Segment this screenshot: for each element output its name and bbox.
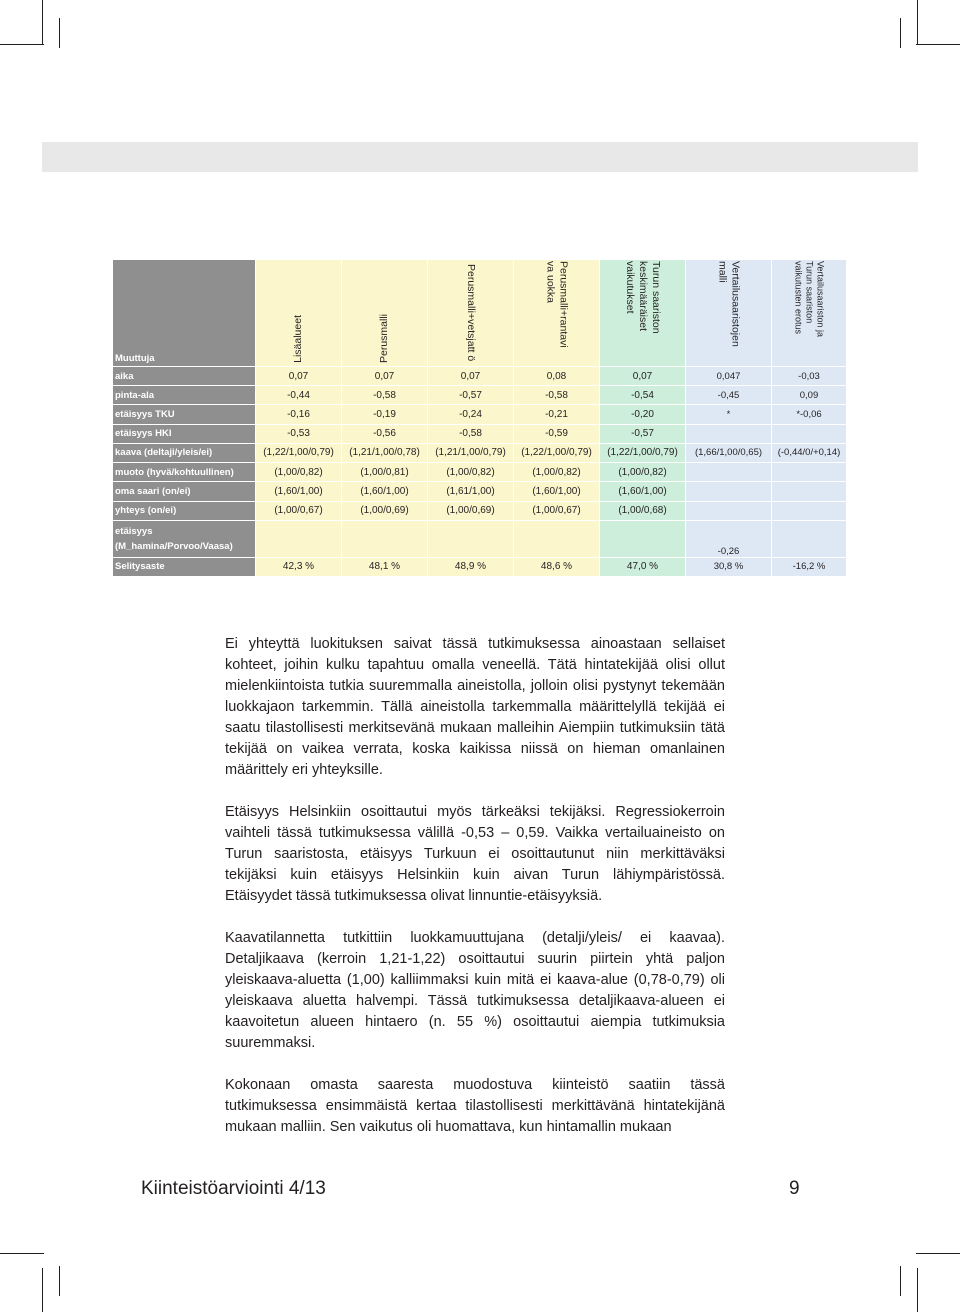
table-cell: (1,60/1,00) bbox=[342, 482, 428, 501]
table-cell bbox=[600, 520, 686, 557]
table-cell bbox=[686, 482, 772, 501]
table-cell: (1,60/1,00) bbox=[514, 482, 600, 501]
table-cell bbox=[686, 463, 772, 482]
paragraph: Kaavatilannetta tutkittiin luokkamuuttujana (detalji/yleis/ ei kaavaa). Detaljikaava (kerroin 1,21-1,22) osoittautui suurin piirtein yhtä paljon yleiskaava-aluetta (1,00) kalliimmaksi kuin mitä ei kaava-alue (0,78-0,79) oli yleiskaava aluetta halvempi. Tässä tutkimuksessa detaljikaava-alueen ei kaavoitetun alueen hintaero (n. 55 %) osoittautui aiempia tutkimuksia suuremmaksi. bbox=[225, 930, 725, 1051]
table-cell: (1,61/1,00) bbox=[428, 482, 514, 501]
table-cell: (1,00/0,68) bbox=[600, 501, 686, 520]
crop-mark bbox=[42, 1268, 43, 1312]
column-header: Perusmalli bbox=[342, 260, 428, 367]
table-cell: (1,21/1,00/0,78) bbox=[342, 443, 428, 462]
table-cell: (1,00/0,67) bbox=[514, 501, 600, 520]
row-label: etäisyys HKI bbox=[113, 424, 256, 443]
crop-mark bbox=[0, 44, 44, 45]
row-label: yhteys (on/ei) bbox=[113, 501, 256, 520]
column-header: Turun saariston keskimääräiset vaikutukset bbox=[600, 260, 686, 367]
paragraph: Kokonaan omasta saaresta muodostuva kiinteistö saatiin tässä tutkimuksessa ensimmäistä kertaa tilastollisesti merkittävänä hintatekijänä mukaan malliin. Sen vaikutus oli huomattava, kun hintamallin mukaan bbox=[225, 1077, 725, 1135]
table-cell: 0,047 bbox=[686, 367, 772, 386]
table-cell bbox=[772, 501, 847, 520]
column-header: Perusmalli+rantavi va uokka bbox=[514, 260, 600, 367]
table-header-row bbox=[113, 260, 847, 367]
table-cell: (1,21/1,00/0,79) bbox=[428, 443, 514, 462]
table-row bbox=[113, 501, 847, 520]
crop-mark bbox=[59, 1266, 60, 1296]
table-cell: 0,07 bbox=[256, 367, 342, 386]
table-cell: -0,03 bbox=[772, 367, 847, 386]
table-cell: 30,8 % bbox=[686, 557, 772, 576]
table-row bbox=[113, 482, 847, 501]
table-cell: 0,07 bbox=[428, 367, 514, 386]
crop-mark bbox=[900, 18, 901, 48]
table-cell: * bbox=[686, 405, 772, 424]
crop-mark bbox=[42, 0, 43, 44]
table-cell: (1,00/0,69) bbox=[342, 501, 428, 520]
table-cell: 48,1 % bbox=[342, 557, 428, 576]
table-cell bbox=[428, 520, 514, 557]
crop-mark bbox=[59, 18, 60, 48]
row-label: aika bbox=[113, 367, 256, 386]
table-cell: -0,53 bbox=[256, 424, 342, 443]
table-cell: -0,56 bbox=[342, 424, 428, 443]
table-cell: (1,00/0,69) bbox=[428, 501, 514, 520]
table-cell: -0,54 bbox=[600, 386, 686, 405]
table-row bbox=[113, 463, 847, 482]
table-cell: -16,2 % bbox=[772, 557, 847, 576]
table-cell: (1,22/1,00/0,79) bbox=[256, 443, 342, 462]
table-cell bbox=[772, 520, 847, 557]
table-cell: -0,44 bbox=[256, 386, 342, 405]
table-cell: -0,57 bbox=[600, 424, 686, 443]
table-cell: -0,24 bbox=[428, 405, 514, 424]
table-cell: (1,00/0,81) bbox=[342, 463, 428, 482]
table-row bbox=[113, 520, 847, 557]
table-cell bbox=[342, 520, 428, 557]
table-row bbox=[113, 443, 847, 462]
crop-mark bbox=[900, 1266, 901, 1296]
table-row bbox=[113, 386, 847, 405]
row-label: muoto (hyvä/kohtuullinen) bbox=[113, 463, 256, 482]
table-cell: 47,0 % bbox=[600, 557, 686, 576]
table-cell: 48,6 % bbox=[514, 557, 600, 576]
table-cell: -0,21 bbox=[514, 405, 600, 424]
row-label: oma saari (on/ei) bbox=[113, 482, 256, 501]
crop-mark bbox=[916, 1253, 960, 1254]
journal-title: Kiinteistöarviointi 4/13 bbox=[141, 1178, 326, 1199]
table-cell: (1,00/0,67) bbox=[256, 501, 342, 520]
table-cell bbox=[686, 424, 772, 443]
table-cell: (1,00/0,82) bbox=[600, 463, 686, 482]
table-cell bbox=[514, 520, 600, 557]
table-cell: -0,16 bbox=[256, 405, 342, 424]
row-label: etäisyys (M_hamina/Porvoo/Vaasa) bbox=[113, 520, 256, 557]
table-cell bbox=[772, 424, 847, 443]
row-label: Selitysaste bbox=[113, 557, 256, 576]
table-cell: -0,57 bbox=[428, 386, 514, 405]
table-cell: (-0,44/0/+0,14) bbox=[772, 443, 847, 462]
table-cell bbox=[686, 501, 772, 520]
table-cell: (1,22/1,00/0,79) bbox=[514, 443, 600, 462]
header-band bbox=[42, 142, 918, 172]
row-label: kaava (deltaji/yleis/ei) bbox=[113, 443, 256, 462]
table-row bbox=[113, 424, 847, 443]
page-number: 9 bbox=[789, 1178, 800, 1199]
column-header: Vertailusaaristojen malli bbox=[686, 260, 772, 367]
table-cell: (1,00/0,82) bbox=[256, 463, 342, 482]
column-header: Lisäalueet bbox=[256, 260, 342, 367]
crop-mark bbox=[0, 1253, 44, 1254]
table-cell: 0,09 bbox=[772, 386, 847, 405]
table-row bbox=[113, 557, 847, 576]
table-cell: (1,00/0,82) bbox=[514, 463, 600, 482]
table-cell: 48,9 % bbox=[428, 557, 514, 576]
table-row bbox=[113, 367, 847, 386]
row-label: pinta-ala bbox=[113, 386, 256, 405]
table-cell: -0,58 bbox=[428, 424, 514, 443]
column-header: Vertailusaariston ja Turun saariston vaikutusten erotus bbox=[772, 260, 847, 367]
paragraph: Ei yhteyttä luokituksen saivat tässä tutkimuksessa ainoastaan sellaiset kohteet, joihin kulku tapahtuu omalla veneellä. Tätä hintatekijää olisi ollut mielenkiintoista tutkia suuremmalla aineistolla, jolloin olisi pystynyt tekemään luokkajaon tarkemmin. Tällä aineistolla tarkemmalla määrittelyllä tekijää ei saatu tilastollisesti merkitsevänä mukaan malleihin Aiempiin tutkimuksiin tätä tekijää on vaikea verrata, koska kaikissa niissä on hieman omanlainen määrittely eri yhteyksille. bbox=[225, 636, 725, 778]
table-cell: 42,3 % bbox=[256, 557, 342, 576]
table-cell: -0,58 bbox=[342, 386, 428, 405]
table-cell: (1,00/0,82) bbox=[428, 463, 514, 482]
regression-table bbox=[112, 259, 847, 577]
table-cell bbox=[772, 482, 847, 501]
table-row bbox=[113, 405, 847, 424]
column-header: Perusmalli+vetsjatt ö bbox=[428, 260, 514, 367]
table-cell: 0,08 bbox=[514, 367, 600, 386]
table-cell: -0,20 bbox=[600, 405, 686, 424]
table-cell: -0,58 bbox=[514, 386, 600, 405]
table-cell: -0,59 bbox=[514, 424, 600, 443]
table-cell bbox=[772, 463, 847, 482]
paragraph: Etäisyys Helsinkiin osoittautui myös tärkeäksi tekijäksi. Regressiokerroin vaihteli tässä tutkimuksessa välillä -0,53 – 0,59. Vaikka vertailuaineisto on Turun saaristosta, etäisyys Turkuun ei osoittautunut niin merkittäväksi tekijäksi kuin etäisyys Helsinkiin kuin aivan Turun lähiympäristössä. Etäisyydet tässä tutkimuksessa olivat linnuntie-etäisyyksiä. bbox=[225, 804, 725, 904]
row-label: etäisyys TKU bbox=[113, 405, 256, 424]
table-cell: (1,60/1,00) bbox=[600, 482, 686, 501]
table-cell: (1,66/1,00/0,65) bbox=[686, 443, 772, 462]
crop-mark bbox=[917, 0, 918, 44]
table-cell: -0,19 bbox=[342, 405, 428, 424]
table-cell: (1,22/1,00/0,79) bbox=[600, 443, 686, 462]
column-header: Muuttuja bbox=[113, 260, 256, 367]
table-cell: *-0,06 bbox=[772, 405, 847, 424]
table-cell: -0,26 bbox=[686, 520, 772, 557]
table-cell: (1,60/1,00) bbox=[256, 482, 342, 501]
table-cell: 0,07 bbox=[600, 367, 686, 386]
table-cell bbox=[256, 520, 342, 557]
table-cell: -0,45 bbox=[686, 386, 772, 405]
table-cell: 0,07 bbox=[342, 367, 428, 386]
crop-mark bbox=[916, 44, 960, 45]
crop-mark bbox=[917, 1268, 918, 1312]
body-text bbox=[225, 634, 725, 1159]
